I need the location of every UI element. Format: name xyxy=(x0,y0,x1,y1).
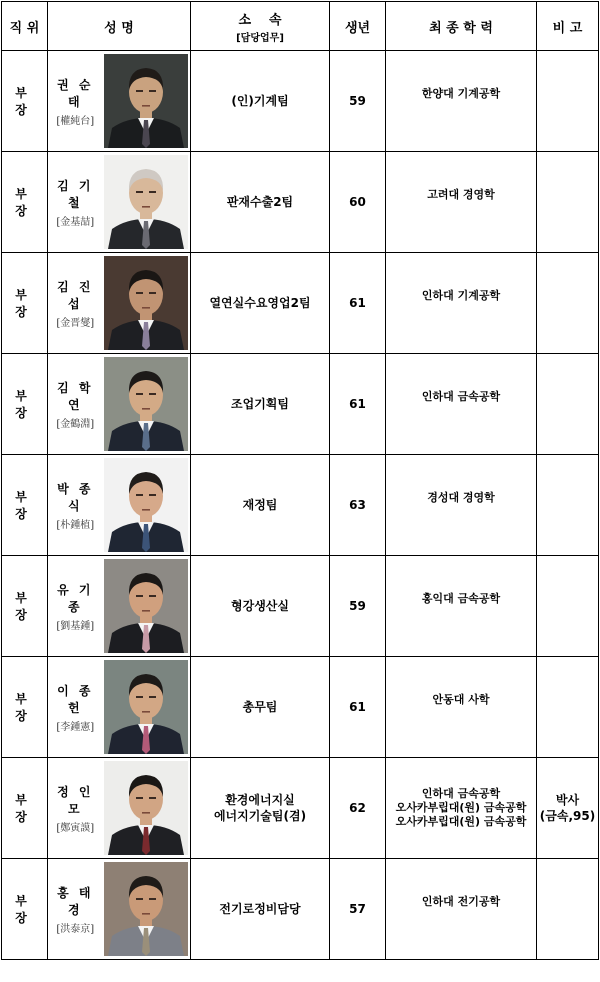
table-row xyxy=(2,51,599,152)
photo-cell xyxy=(103,253,191,354)
rank-cell xyxy=(2,859,48,960)
department-line1: 재정팀 xyxy=(242,498,278,512)
department-cell xyxy=(191,455,330,556)
hanja-name: [金鶴淵] xyxy=(56,418,95,430)
note-cell xyxy=(537,455,599,556)
header-department-subtitle: [담당업무] xyxy=(236,32,284,44)
portrait-photo xyxy=(104,458,188,552)
education-line3: 오사카부립대(원) 금속공학 xyxy=(395,815,527,828)
roster-body xyxy=(2,51,599,960)
name-cell xyxy=(48,51,103,152)
department-cell xyxy=(191,657,330,758)
birth-year-cell xyxy=(330,657,386,758)
header-note: 비 고 xyxy=(537,2,599,51)
header-rank: 직 위 xyxy=(2,2,48,51)
rank-text: 부 장 xyxy=(15,793,34,824)
header-department-title: 소속 xyxy=(238,12,300,28)
department-cell xyxy=(191,253,330,354)
photo-cell xyxy=(103,556,191,657)
birth-year-cell xyxy=(330,51,386,152)
education-cell xyxy=(386,556,537,657)
portrait-photo xyxy=(104,761,188,855)
hanja-name: [朴鍾植] xyxy=(56,519,95,531)
rank-cell xyxy=(2,657,48,758)
portrait-image xyxy=(104,54,188,148)
table-row xyxy=(2,758,599,859)
education-line1: 안동대 사학 xyxy=(432,693,490,706)
rank-text: 부 장 xyxy=(15,288,34,319)
header-name: 성 명 xyxy=(48,2,191,51)
rank-text: 부 장 xyxy=(15,692,34,723)
birth-year-text: 63 xyxy=(349,498,366,512)
education-line1: 한양대 기계공학 xyxy=(421,87,501,100)
department-line1: (인)기계팀 xyxy=(231,94,289,108)
birth-year-cell xyxy=(330,152,386,253)
education-cell xyxy=(386,859,537,960)
department-line1: 판재수출2팀 xyxy=(226,195,294,209)
name-cell xyxy=(48,354,103,455)
korean-name: 유 기 종 xyxy=(57,582,94,614)
korean-name: 이 종 헌 xyxy=(57,683,94,715)
education-line1: 홍익대 금속공학 xyxy=(421,592,501,605)
roster-table xyxy=(1,1,599,960)
birth-year-text: 59 xyxy=(349,599,366,613)
header-row xyxy=(2,2,599,51)
birth-year-text: 57 xyxy=(349,902,366,916)
birth-year-text: 61 xyxy=(349,700,366,714)
department-line1: 환경에너지실 xyxy=(225,793,295,807)
rank-text: 부 장 xyxy=(15,490,34,521)
portrait-image xyxy=(104,660,188,754)
rank-text: 부 장 xyxy=(15,591,34,622)
rank-text: 부 장 xyxy=(15,894,34,925)
portrait-image xyxy=(104,155,188,249)
hanja-name: [劉基鍾] xyxy=(56,620,95,632)
portrait-image xyxy=(104,761,188,855)
photo-cell xyxy=(103,657,191,758)
hanja-name: [金晋燮] xyxy=(56,317,95,329)
header-department xyxy=(191,2,330,51)
birth-year-text: 61 xyxy=(349,296,366,310)
korean-name: 홍 태 경 xyxy=(57,885,94,917)
education-line2: 오사카부립대(원) 금속공학 xyxy=(395,801,527,814)
photo-cell xyxy=(103,51,191,152)
hanja-name: [金基喆] xyxy=(56,216,95,228)
name-cell xyxy=(48,556,103,657)
hanja-name: [李鍾憲] xyxy=(56,721,95,733)
education-cell xyxy=(386,455,537,556)
birth-year-cell xyxy=(330,859,386,960)
note-cell xyxy=(537,859,599,960)
education-line1: 인하대 전기공학 xyxy=(421,895,501,908)
education-cell xyxy=(386,354,537,455)
portrait-image xyxy=(104,862,188,956)
name-cell xyxy=(48,455,103,556)
note-cell xyxy=(537,758,599,859)
birth-year-text: 62 xyxy=(349,801,366,815)
note-cell xyxy=(537,354,599,455)
portrait-photo xyxy=(104,54,188,148)
korean-name: 김 학 연 xyxy=(57,380,94,412)
department-cell xyxy=(191,758,330,859)
hanja-name: [鄭寅謨] xyxy=(56,822,95,834)
korean-name: 박 종 식 xyxy=(57,481,94,513)
table-row xyxy=(2,253,599,354)
portrait-photo xyxy=(104,256,188,350)
department-cell xyxy=(191,354,330,455)
education-line1: 인하대 금속공학 xyxy=(421,787,501,800)
photo-cell xyxy=(103,354,191,455)
table-row xyxy=(2,455,599,556)
table-row xyxy=(2,354,599,455)
rank-text: 부 장 xyxy=(15,187,34,218)
education-cell xyxy=(386,152,537,253)
hanja-name: [權純台] xyxy=(56,115,95,127)
department-line1: 열연실수요영업2팀 xyxy=(209,296,311,310)
birth-year-text: 59 xyxy=(349,94,366,108)
birth-year-cell xyxy=(330,758,386,859)
rank-cell xyxy=(2,51,48,152)
rank-cell xyxy=(2,354,48,455)
birth-year-cell xyxy=(330,354,386,455)
table-row xyxy=(2,657,599,758)
education-line1: 고려대 경영학 xyxy=(427,188,495,201)
department-line1: 총무팀 xyxy=(242,700,278,714)
note-cell xyxy=(537,253,599,354)
photo-cell xyxy=(103,859,191,960)
department-line1: 형강생산실 xyxy=(231,599,289,613)
korean-name: 김 기 철 xyxy=(57,178,94,210)
note-cell xyxy=(537,51,599,152)
department-line1: 조업기획팀 xyxy=(231,397,289,411)
name-cell xyxy=(48,152,103,253)
education-line1: 경성대 경영학 xyxy=(427,491,495,504)
note-line2: (금속,95) xyxy=(539,809,596,823)
header-education: 최 종 학 력 xyxy=(386,2,537,51)
rank-cell xyxy=(2,455,48,556)
korean-name: 권 순 태 xyxy=(57,77,94,109)
department-cell xyxy=(191,859,330,960)
photo-cell xyxy=(103,152,191,253)
table-row xyxy=(2,152,599,253)
portrait-photo xyxy=(104,660,188,754)
note-line1: 박사 xyxy=(555,793,580,807)
birth-year-cell xyxy=(330,253,386,354)
name-cell xyxy=(48,657,103,758)
name-cell xyxy=(48,253,103,354)
rank-text: 부 장 xyxy=(15,389,34,420)
name-cell xyxy=(48,758,103,859)
portrait-image xyxy=(104,256,188,350)
rank-cell xyxy=(2,758,48,859)
note-cell xyxy=(537,152,599,253)
portrait-photo xyxy=(104,357,188,451)
department-cell xyxy=(191,51,330,152)
education-cell xyxy=(386,51,537,152)
birth-year-text: 61 xyxy=(349,397,366,411)
table-row xyxy=(2,556,599,657)
birth-year-cell xyxy=(330,556,386,657)
education-line1: 인하대 금속공학 xyxy=(421,390,501,403)
rank-cell xyxy=(2,152,48,253)
department-cell xyxy=(191,152,330,253)
birth-year-cell xyxy=(330,455,386,556)
hanja-name: [洪泰京] xyxy=(56,923,95,935)
portrait-photo xyxy=(104,559,188,653)
table-row xyxy=(2,859,599,960)
education-cell xyxy=(386,657,537,758)
education-cell xyxy=(386,253,537,354)
education-cell xyxy=(386,758,537,859)
birth-year-text: 60 xyxy=(349,195,366,209)
portrait-image xyxy=(104,357,188,451)
note-cell xyxy=(537,556,599,657)
photo-cell xyxy=(103,455,191,556)
department-line2: 에너지기술팀(겸) xyxy=(213,809,307,823)
portrait-image xyxy=(104,458,188,552)
korean-name: 정 인 모 xyxy=(57,784,94,816)
photo-cell xyxy=(103,758,191,859)
name-cell xyxy=(48,859,103,960)
korean-name: 김 진 섭 xyxy=(57,279,94,311)
portrait-image xyxy=(104,559,188,653)
department-cell xyxy=(191,556,330,657)
note-cell xyxy=(537,657,599,758)
rank-cell xyxy=(2,253,48,354)
rank-cell xyxy=(2,556,48,657)
portrait-photo xyxy=(104,862,188,956)
header-birth-year: 생년 xyxy=(330,2,386,51)
department-line1: 전기로정비담당 xyxy=(219,902,301,916)
education-line1: 인하대 기계공학 xyxy=(421,289,501,302)
portrait-photo xyxy=(104,155,188,249)
rank-text: 부 장 xyxy=(15,86,34,117)
